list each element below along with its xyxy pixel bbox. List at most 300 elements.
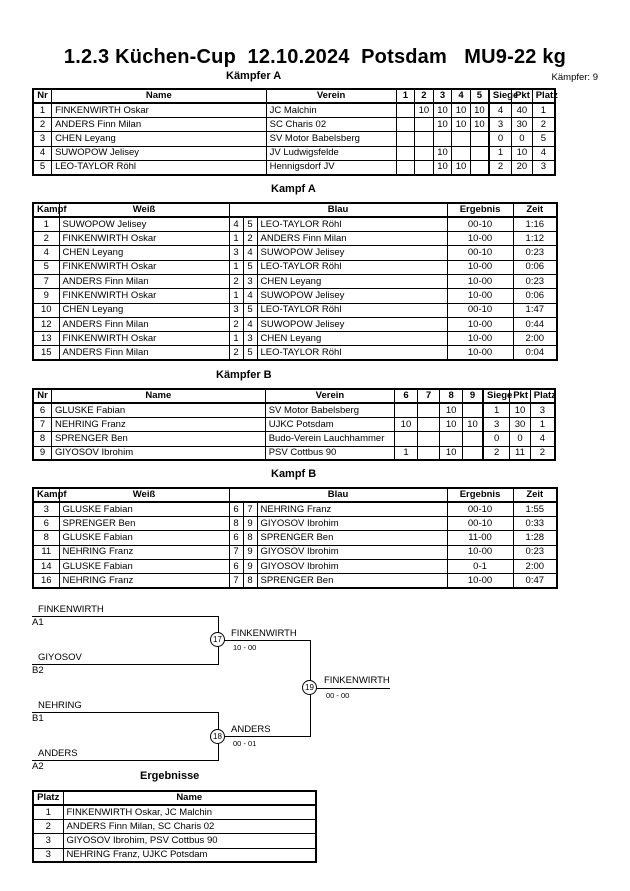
column-header: 2 — [415, 89, 434, 103]
blue-fighter: NEHRING Franz — [257, 502, 447, 516]
fight-number: 11 — [33, 545, 59, 559]
wins-cell: 3 — [489, 118, 512, 132]
white-number: 6 — [229, 502, 243, 516]
white-fighter: GLUSKE Fabian — [59, 502, 229, 516]
white-fighter: FINKENWIRTH Oskar — [59, 260, 229, 274]
table-row — [33, 332, 557, 346]
blue-number: 5 — [243, 346, 257, 360]
blue-number: 9 — [243, 545, 257, 559]
blue-number: 5 — [243, 303, 257, 317]
column-header: Platz — [33, 791, 63, 805]
points-cell: 11 — [510, 446, 531, 460]
fight-number: 10 — [33, 303, 59, 317]
table-row — [33, 146, 555, 160]
white-fighter: CHEN Leyang — [59, 303, 229, 317]
white-fighter: FINKENWIRTH Oskar — [59, 332, 229, 346]
table-row — [33, 103, 555, 117]
fight-time: 0:47 — [513, 574, 557, 588]
fight-result: 00-10 — [447, 246, 513, 260]
blue-fighter: SUWOPOW Jelisey — [257, 317, 447, 331]
place-cell: 3 — [532, 160, 555, 174]
white-number: 2 — [229, 274, 243, 288]
fight-result: 10-00 — [447, 545, 513, 559]
sf2-top-line — [32, 712, 218, 713]
score-cell: 10 — [462, 418, 483, 432]
column-header: Nr — [33, 389, 51, 403]
score-cell: 10 — [470, 103, 489, 117]
blue-fighter: GIYOSOV Ibrohim — [257, 545, 447, 559]
blue-fighter: CHEN Leyang — [257, 274, 447, 288]
blue-number: 4 — [243, 246, 257, 260]
table-row — [33, 289, 557, 303]
fight-time: 0:23 — [513, 545, 557, 559]
sf1-top-name: FINKENWIRTH — [38, 604, 104, 615]
blue-fighter: GIYOSOV Ibrohim — [257, 517, 447, 531]
place-cell: 4 — [532, 146, 555, 160]
fight-number: 14 — [33, 559, 59, 573]
blue-fighter: LEO-TAYLOR Röhl — [257, 346, 447, 360]
result-name: GIYOSOV Ibrohim, PSV Cottbus 90 — [63, 834, 316, 848]
place-cell: 2 — [532, 118, 555, 132]
column-header: Kampf — [33, 203, 59, 217]
fighter-club: SV Motor Babelsberg — [265, 403, 394, 417]
points-cell: 10 — [512, 146, 533, 160]
wins-cell: 4 — [489, 103, 512, 117]
fight-time: 1:55 — [513, 502, 557, 516]
blue-fighter: SUWOPOW Jelisey — [257, 289, 447, 303]
sf1-bottom-line — [32, 664, 218, 665]
white-fighter: ANDERS Finn Milan — [59, 346, 229, 360]
white-fighter: ANDERS Finn Milan — [59, 317, 229, 331]
fighter-number: 9 — [33, 446, 51, 460]
fight-time: 0:23 — [513, 274, 557, 288]
fighter-count: Kämpfer: 9 — [551, 72, 598, 83]
score-cell: 10 — [433, 103, 452, 117]
points-cell: 0 — [512, 132, 533, 146]
fight-number: 3 — [33, 502, 59, 516]
points-cell: 0 — [510, 432, 531, 446]
fight-number: 12 — [33, 317, 59, 331]
wins-cell: 1 — [489, 146, 512, 160]
final-winner: FINKENWIRTH — [324, 675, 390, 686]
fighter-name: SPRENGER Ben — [51, 432, 265, 446]
column-header: Siege — [483, 389, 510, 403]
score-cell — [396, 103, 415, 117]
score-cell — [396, 118, 415, 132]
fight-result: 10-00 — [447, 332, 513, 346]
white-fighter: NEHRING Franz — [59, 545, 229, 559]
column-header: Siege — [489, 89, 512, 103]
blue-number: 3 — [243, 332, 257, 346]
score-cell — [395, 432, 418, 446]
fighter-club: Hennigsdorf JV — [266, 160, 396, 174]
blue-fighter: ANDERS Finn Milan — [257, 232, 447, 246]
score-cell — [415, 146, 434, 160]
score-cell — [470, 146, 489, 160]
fighter-number: 8 — [33, 432, 51, 446]
sf2-bottom-seed: A2 — [32, 761, 44, 772]
fight-time: 0:06 — [513, 260, 557, 274]
wins-cell: 0 — [483, 432, 510, 446]
fighter-club: JV Ludwigsfelde — [266, 146, 396, 160]
column-header: Pkt — [510, 389, 531, 403]
fight-number: 6 — [33, 517, 59, 531]
fight-result: 10-00 — [447, 574, 513, 588]
table-row — [33, 118, 555, 132]
score-cell — [417, 403, 440, 417]
fighter-number: 2 — [33, 118, 52, 132]
fight-time: 2:00 — [513, 332, 557, 346]
fight-result: 10-00 — [447, 289, 513, 303]
sf1-bottom-name: GIYOSOV — [38, 652, 82, 663]
blue-number: 2 — [243, 232, 257, 246]
column-header: Verein — [266, 89, 396, 103]
table-row — [33, 574, 557, 588]
table-row — [33, 545, 557, 559]
fights-b-table — [32, 487, 558, 589]
fighter-club: SC Charis 02 — [266, 118, 396, 132]
fight-result: 00-10 — [447, 502, 513, 516]
column-header: 3 — [433, 89, 452, 103]
fight-number: 2 — [33, 232, 59, 246]
white-fighter: SPRENGER Ben — [59, 517, 229, 531]
score-cell — [470, 132, 489, 146]
white-fighter: GLUSKE Fabian — [59, 559, 229, 573]
wins-cell: 0 — [489, 132, 512, 146]
table-row — [33, 232, 557, 246]
table-row — [33, 160, 555, 174]
fight-result: 10-00 — [447, 274, 513, 288]
column-header: Nr — [33, 89, 52, 103]
white-fighter: FINKENWIRTH Oskar — [59, 289, 229, 303]
fighter-club: JC Malchin — [266, 103, 396, 117]
white-number: 2 — [229, 346, 243, 360]
column-header: Weiß — [59, 488, 229, 502]
blue-fighter: SPRENGER Ben — [257, 531, 447, 545]
results-heading: Ergebnisse — [140, 770, 200, 782]
blue-number: 9 — [243, 559, 257, 573]
blue-fighter: LEO-TAYLOR Röhl — [257, 303, 447, 317]
fight-time: 0:06 — [513, 289, 557, 303]
fight-result: 10-00 — [447, 232, 513, 246]
table-row — [33, 517, 557, 531]
column-header: Name — [63, 791, 316, 805]
sf1-bottom-seed: B2 — [32, 665, 44, 676]
fight-result: 10-00 — [447, 260, 513, 274]
fighter-number: 4 — [33, 146, 52, 160]
final-fight-number: 19 — [302, 680, 317, 695]
blue-fighter: LEO-TAYLOR Röhl — [257, 260, 447, 274]
score-cell — [415, 118, 434, 132]
points-cell: 10 — [510, 403, 531, 417]
score-cell — [396, 132, 415, 146]
fighter-number: 6 — [33, 403, 51, 417]
white-fighter: SUWOPOW Jelisey — [59, 217, 229, 231]
white-number: 7 — [229, 545, 243, 559]
column-header: Platz — [530, 389, 555, 403]
fighter-name: GLUSKE Fabian — [51, 403, 265, 417]
fights-b-heading: Kampf B — [271, 468, 317, 480]
pool-a-heading: Kämpfer A — [226, 70, 282, 82]
white-number: 6 — [229, 531, 243, 545]
table-row — [33, 260, 557, 274]
pool-b-heading: Kämpfer B — [216, 369, 272, 381]
fight-number: 16 — [33, 574, 59, 588]
fight-result: 00-10 — [447, 217, 513, 231]
column-header: Ergebnis — [447, 488, 513, 502]
sf1-fight-number: 17 — [210, 632, 225, 647]
fight-number: 13 — [33, 332, 59, 346]
fight-time: 0:33 — [513, 517, 557, 531]
fight-result: 00-10 — [447, 517, 513, 531]
score-cell — [417, 432, 440, 446]
fighter-name: NEHRING Franz — [51, 418, 265, 432]
wins-cell: 2 — [489, 160, 512, 174]
sf2-score: 00 - 01 — [233, 739, 257, 748]
points-cell: 40 — [512, 103, 533, 117]
column-header: Weiß — [59, 203, 229, 217]
blue-number: 4 — [243, 289, 257, 303]
points-cell: 30 — [510, 418, 531, 432]
column-header: Zeit — [513, 488, 557, 502]
final-out-line — [310, 688, 390, 689]
score-cell: 10 — [433, 118, 452, 132]
blue-number: 8 — [243, 531, 257, 545]
score-cell — [415, 132, 434, 146]
white-number: 1 — [229, 260, 243, 274]
sf1-out-line — [218, 640, 310, 641]
wins-cell: 2 — [483, 446, 510, 460]
white-number: 8 — [229, 517, 243, 531]
column-header: 4 — [452, 89, 471, 103]
blue-number: 3 — [243, 274, 257, 288]
fighter-name: LEO-TAYLOR Röhl — [52, 160, 267, 174]
table-row — [33, 559, 557, 573]
points-cell: 20 — [512, 160, 533, 174]
white-number: 3 — [229, 303, 243, 317]
fight-time: 1:16 — [513, 217, 557, 231]
place-cell: 1 — [530, 418, 555, 432]
score-cell — [415, 160, 434, 174]
blue-fighter: CHEN Leyang — [257, 332, 447, 346]
fights-a-heading: Kampf A — [271, 183, 316, 195]
result-place: 1 — [33, 805, 63, 819]
pool-a-table — [32, 88, 556, 176]
column-header: Name — [52, 89, 267, 103]
white-fighter: GLUSKE Fabian — [59, 531, 229, 545]
wins-cell: 3 — [483, 418, 510, 432]
blue-number: 9 — [243, 517, 257, 531]
fight-result: 11-00 — [447, 531, 513, 545]
fight-time: 0:04 — [513, 346, 557, 360]
score-cell — [440, 432, 463, 446]
fighter-name: FINKENWIRTH Oskar — [52, 103, 267, 117]
results-table — [32, 790, 317, 863]
fighter-club: UJKC Potsdam — [265, 418, 394, 432]
score-cell — [462, 403, 483, 417]
blue-fighter: LEO-TAYLOR Röhl — [257, 217, 447, 231]
score-cell — [452, 132, 471, 146]
score-cell — [470, 160, 489, 174]
sf2-fight-number: 18 — [210, 729, 225, 744]
table-row — [33, 820, 316, 834]
fighter-name: GIYOSOV Ibrohim — [51, 446, 265, 460]
table-row — [33, 132, 555, 146]
sf1-top-line — [32, 616, 218, 617]
fight-result: 10-00 — [447, 346, 513, 360]
score-cell — [462, 432, 483, 446]
result-name: ANDERS Finn Milan, SC Charis 02 — [63, 820, 316, 834]
table-row — [33, 531, 557, 545]
table-row — [33, 217, 557, 231]
white-number: 4 — [229, 217, 243, 231]
fight-result: 00-10 — [447, 303, 513, 317]
table-row — [33, 246, 557, 260]
fight-number: 1 — [33, 217, 59, 231]
table-row — [33, 303, 557, 317]
pool-a-header — [33, 89, 558, 103]
blue-number: 4 — [243, 317, 257, 331]
blue-fighter: SUWOPOW Jelisey — [257, 246, 447, 260]
blue-fighter: SPRENGER Ben — [257, 574, 447, 588]
result-name: NEHRING Franz, UJKC Potsdam — [63, 848, 316, 862]
sf2-bottom-name: ANDERS — [38, 748, 78, 759]
sf2-out-line — [218, 736, 310, 737]
table-row — [33, 848, 316, 862]
sf1-winner: FINKENWIRTH — [231, 628, 297, 639]
sf1-top-seed: A1 — [32, 617, 44, 628]
blue-number: 8 — [243, 574, 257, 588]
place-cell: 2 — [530, 446, 555, 460]
score-cell: 10 — [433, 146, 452, 160]
column-header: Platz — [532, 89, 555, 103]
result-place: 3 — [33, 848, 63, 862]
white-number: 2 — [229, 317, 243, 331]
sf2-top-name: NEHRING — [38, 700, 82, 711]
sf2-bottom-line — [32, 760, 218, 761]
column-header: 8 — [440, 389, 463, 403]
place-cell: 1 — [532, 103, 555, 117]
fighter-number: 3 — [33, 132, 52, 146]
score-cell — [395, 403, 418, 417]
fight-result: 0-1 — [447, 559, 513, 573]
fighter-club: SV Motor Babelsberg — [266, 132, 396, 146]
final-score: 00 - 00 — [326, 691, 350, 700]
blue-number: 5 — [243, 217, 257, 231]
place-cell: 5 — [532, 132, 555, 146]
table-row — [33, 346, 557, 360]
score-cell: 10 — [440, 418, 463, 432]
column-header: Blau — [229, 488, 447, 502]
score-cell — [452, 146, 471, 160]
column-header: Kampf — [33, 488, 59, 502]
score-cell: 10 — [440, 403, 463, 417]
column-header: Blau — [229, 203, 447, 217]
column-header: 5 — [470, 89, 489, 103]
fight-time: 0:44 — [513, 317, 557, 331]
fight-number: 15 — [33, 346, 59, 360]
score-cell — [462, 446, 483, 460]
fighter-name: SUWOPOW Jelisey — [52, 146, 267, 160]
score-cell: 10 — [470, 118, 489, 132]
fight-number: 9 — [33, 289, 59, 303]
score-cell — [417, 446, 440, 460]
score-cell: 10 — [395, 418, 418, 432]
score-cell — [396, 160, 415, 174]
score-cell — [417, 418, 440, 432]
score-cell: 10 — [440, 446, 463, 460]
points-cell: 30 — [512, 118, 533, 132]
pool-b-table — [32, 388, 556, 461]
table-row — [33, 418, 555, 432]
fight-number: 4 — [33, 246, 59, 260]
wins-cell: 1 — [483, 403, 510, 417]
column-header: Verein — [265, 389, 394, 403]
page-title: 1.2.3 Küchen-Cup 12.10.2024 Potsdam MU9-22 kg — [63, 46, 567, 68]
sf2-winner: ANDERS — [231, 724, 271, 735]
fight-number: 7 — [33, 274, 59, 288]
column-header: 6 — [395, 389, 418, 403]
table-row — [33, 274, 557, 288]
table-row — [33, 317, 557, 331]
score-cell: 10 — [452, 118, 471, 132]
white-number: 7 — [229, 574, 243, 588]
score-cell: 10 — [452, 160, 471, 174]
fighter-name: ANDERS Finn Milan — [52, 118, 267, 132]
place-cell: 3 — [530, 403, 555, 417]
fight-time: 2:00 — [513, 559, 557, 573]
blue-fighter: GIYOSOV Ibrohim — [257, 559, 447, 573]
white-number: 1 — [229, 289, 243, 303]
score-cell — [396, 146, 415, 160]
white-number: 6 — [229, 559, 243, 573]
fighter-club: PSV Cottbus 90 — [265, 446, 394, 460]
column-header: 9 — [462, 389, 483, 403]
fighter-club: Budo-Verein Lauchhammer — [265, 432, 394, 446]
sf2-top-seed: B1 — [32, 713, 44, 724]
fighter-number: 1 — [33, 103, 52, 117]
fighter-name: CHEN Leyang — [52, 132, 267, 146]
column-header: Zeit — [513, 203, 557, 217]
sf1-score: 10 - 00 — [233, 643, 257, 652]
table-row — [33, 805, 316, 819]
fighter-number: 7 — [33, 418, 51, 432]
white-fighter: CHEN Leyang — [59, 246, 229, 260]
fight-result: 10-00 — [447, 317, 513, 331]
column-header: Name — [51, 389, 265, 403]
score-cell: 10 — [415, 103, 434, 117]
column-header: 1 — [396, 89, 415, 103]
table-row — [33, 403, 555, 417]
score-cell: 1 — [395, 446, 418, 460]
white-fighter: FINKENWIRTH Oskar — [59, 232, 229, 246]
white-fighter: NEHRING Franz — [59, 574, 229, 588]
fights-a-table — [32, 202, 558, 361]
score-cell: 10 — [452, 103, 471, 117]
fight-time: 1:12 — [513, 232, 557, 246]
table-row — [33, 446, 555, 460]
white-number: 3 — [229, 246, 243, 260]
column-header: 7 — [417, 389, 440, 403]
white-fighter: ANDERS Finn Milan — [59, 274, 229, 288]
blue-number: 7 — [243, 502, 257, 516]
column-header: Pkt — [512, 89, 533, 103]
table-row — [33, 502, 557, 516]
score-cell: 10 — [433, 160, 452, 174]
fight-time: 1:47 — [513, 303, 557, 317]
result-place: 3 — [33, 834, 63, 848]
table-row — [33, 432, 555, 446]
